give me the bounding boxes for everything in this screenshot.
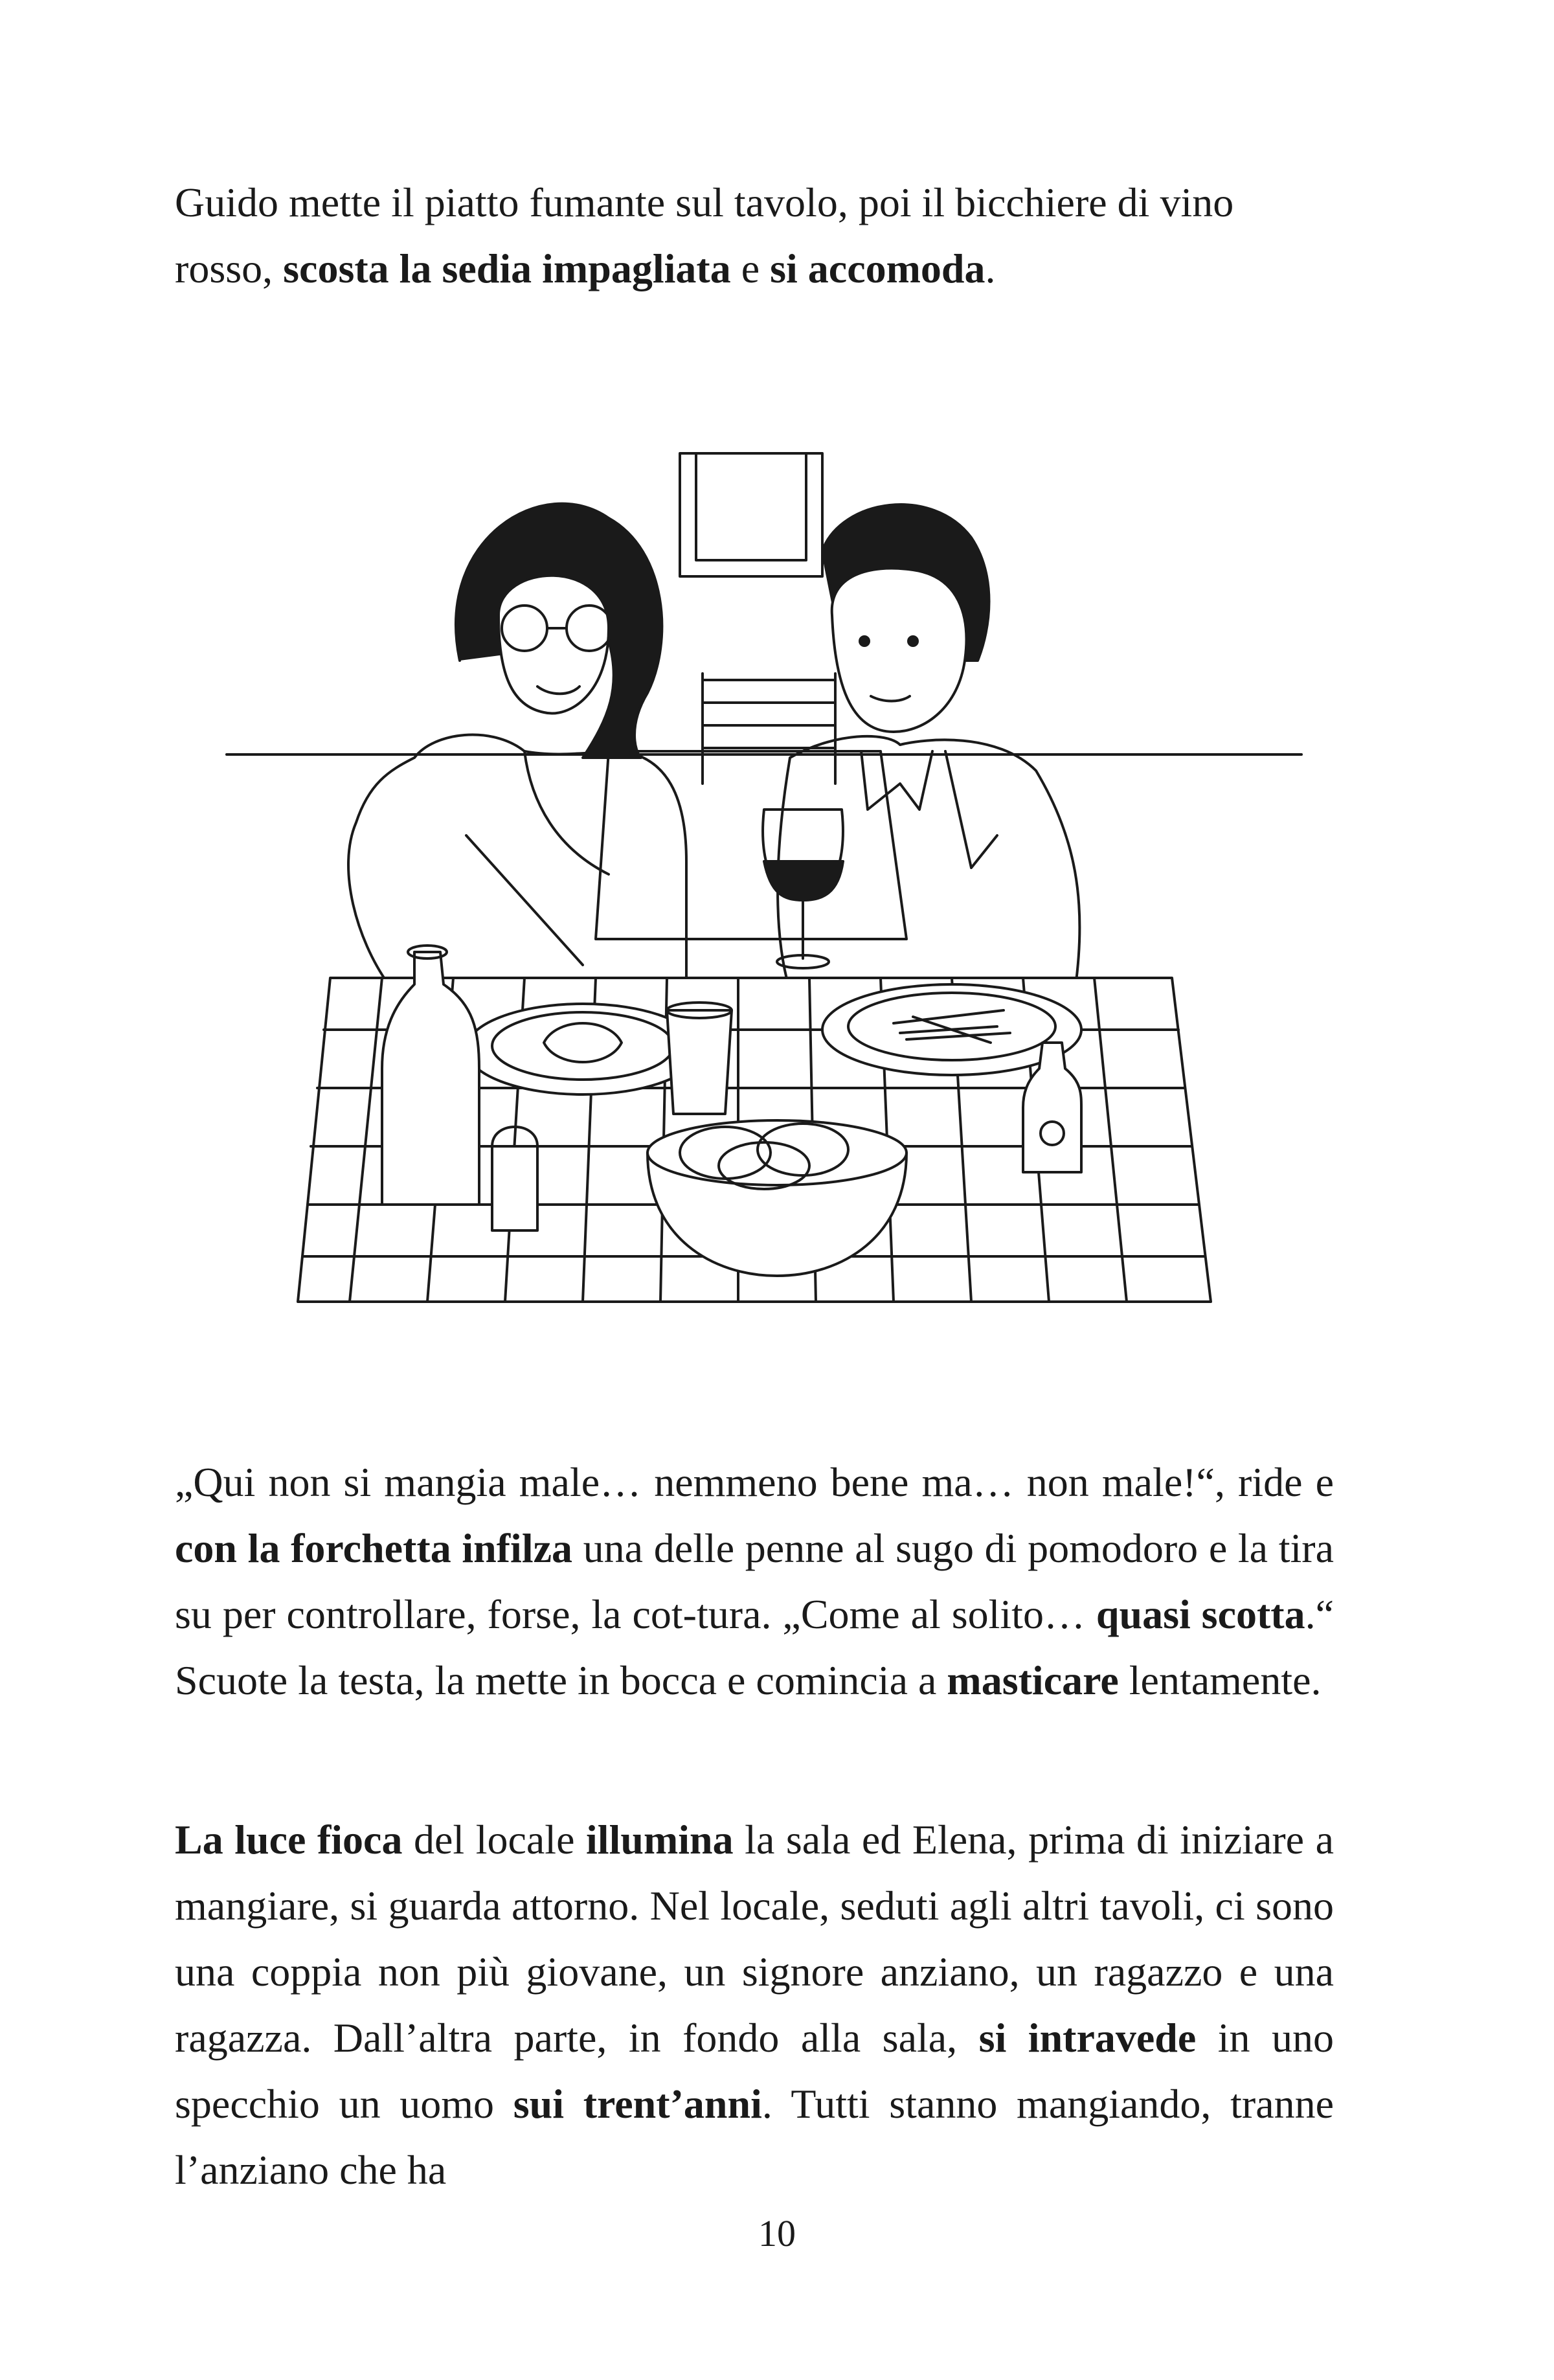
text-segment: del locale: [402, 1817, 586, 1863]
woman-figure: [348, 504, 686, 984]
text-segment: Guido mette il piatto fumante sul tavolo, poi il bicchiere di vino rosso,: [175, 179, 1234, 291]
text-segment: „Qui non si mangia male… nemmeno bene ma… non male!“, ride e: [175, 1459, 1334, 1505]
bold-phrase: La luce fioca: [175, 1817, 403, 1863]
bold-phrase: quasi scotta: [1096, 1591, 1305, 1637]
text-segment: .“ Scuote la testa, la mette in bocca e comincia a: [175, 1591, 1334, 1703]
text-segment: una delle penne al sugo di pomodoro e la tira su per controllare, forse, la cot-tura. „Come al solito…: [175, 1525, 1334, 1637]
text-segment: la sala ed Elena, prima di iniziare a mangiare, si guarda attorno. Nel locale, seduti agli altri tavoli, ci sono una coppia non più giovane, un signore anziano, un ragazzo e una ragazza. Dall’altra parte, in fondo alla sala,: [175, 1817, 1334, 2061]
text-segment: .: [985, 245, 996, 291]
wall-frame-icon: [680, 453, 822, 576]
paragraph-intro: [175, 170, 1334, 302]
bold-phrase: illumina: [586, 1817, 734, 1863]
bold-phrase: masticare: [947, 1657, 1119, 1703]
water-glass-icon: [667, 1003, 732, 1114]
wine-glass-icon: [763, 810, 843, 968]
restaurant-dinner-illustration: [220, 447, 1308, 1308]
text-segment: . Tutti stanno mangiando, tranne l’anziano che ha: [175, 2081, 1334, 2193]
background-table: [596, 751, 906, 939]
bold-phrase: con la forchetta infilza: [175, 1525, 572, 1571]
plate-icon: [466, 1004, 699, 1094]
bold-phrase: scosta la sedia impagliata: [283, 245, 731, 291]
bold-phrase: si intravede: [978, 2015, 1197, 2061]
background-chair-icon: [703, 674, 835, 784]
fork-icon: [466, 835, 583, 965]
paragraph-description: [175, 1807, 1334, 2203]
text-segment: lentamente.: [1118, 1657, 1322, 1703]
paragraph-dialogue: [175, 1449, 1334, 1714]
bold-phrase: sui trent’anni: [513, 2081, 762, 2127]
text-segment: in uno specchio un uomo: [175, 2015, 1334, 2127]
text-segment: e: [730, 245, 771, 291]
bold-phrase: si accomoda: [770, 245, 985, 291]
page-number: 10: [758, 2212, 796, 2254]
